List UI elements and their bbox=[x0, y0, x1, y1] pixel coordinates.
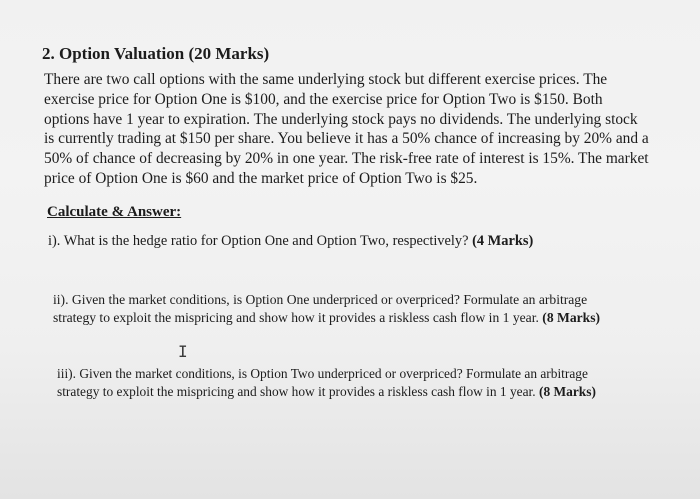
calculate-label: Calculate & Answer: bbox=[47, 204, 182, 220]
intro-line: price of Option One is $60 and the market price of Option Two is $25. bbox=[44, 169, 478, 187]
sub-question-2-line: ii). Given the market conditions, is Option One underpriced or overpriced? Formulate an arbitrage bbox=[53, 292, 588, 307]
sub-question-2-marks: (8 Marks) bbox=[542, 309, 601, 325]
sub-question-1-marks: (4 Marks) bbox=[472, 233, 534, 249]
sub-question-3-line bbox=[57, 383, 596, 401]
intro-line: 50% of chance of decreasing by 20% in one year. The risk-free rate of interest is 15%. The market bbox=[44, 150, 649, 168]
sub-question-2-text: strategy to exploit the mispricing and show how it provides a riskless cash flow in 1 year. bbox=[53, 309, 539, 325]
sub-question-1 bbox=[48, 233, 533, 250]
question-intro bbox=[44, 70, 659, 189]
question-heading: 2. Option Valuation (20 Marks) bbox=[42, 44, 270, 63]
intro-line: There are two call options with the same underlying stock but different exercise prices. The bbox=[44, 71, 608, 88]
sub-question-2-line bbox=[53, 309, 600, 327]
sub-question-3-line: iii). Given the market conditions, is Option Two underpriced or overpriced? Formulate an arbitrage bbox=[57, 366, 588, 381]
sub-question-3-text: strategy to exploit the mispricing and show how it provides a riskless cash flow in 1 year. bbox=[57, 383, 536, 399]
sub-question-3 bbox=[57, 365, 596, 400]
text-cursor-icon: I bbox=[178, 342, 188, 361]
sub-question-2 bbox=[53, 291, 600, 326]
intro-line: options have 1 year to expiration. The underlying stock pays no dividends. The underlying stock bbox=[44, 110, 638, 128]
sub-question-1-text: i). What is the hedge ratio for Option One and Option Two, respectively? bbox=[48, 233, 469, 249]
intro-line: is currently trading at $150 per share. You believe it has a 50% chance of increasing by 20% and a bbox=[44, 130, 649, 148]
sub-question-3-marks: (8 Marks) bbox=[539, 383, 596, 399]
intro-line: exercise price for Option One is $100, and the exercise price for Option Two is $150. Both bbox=[44, 90, 603, 108]
